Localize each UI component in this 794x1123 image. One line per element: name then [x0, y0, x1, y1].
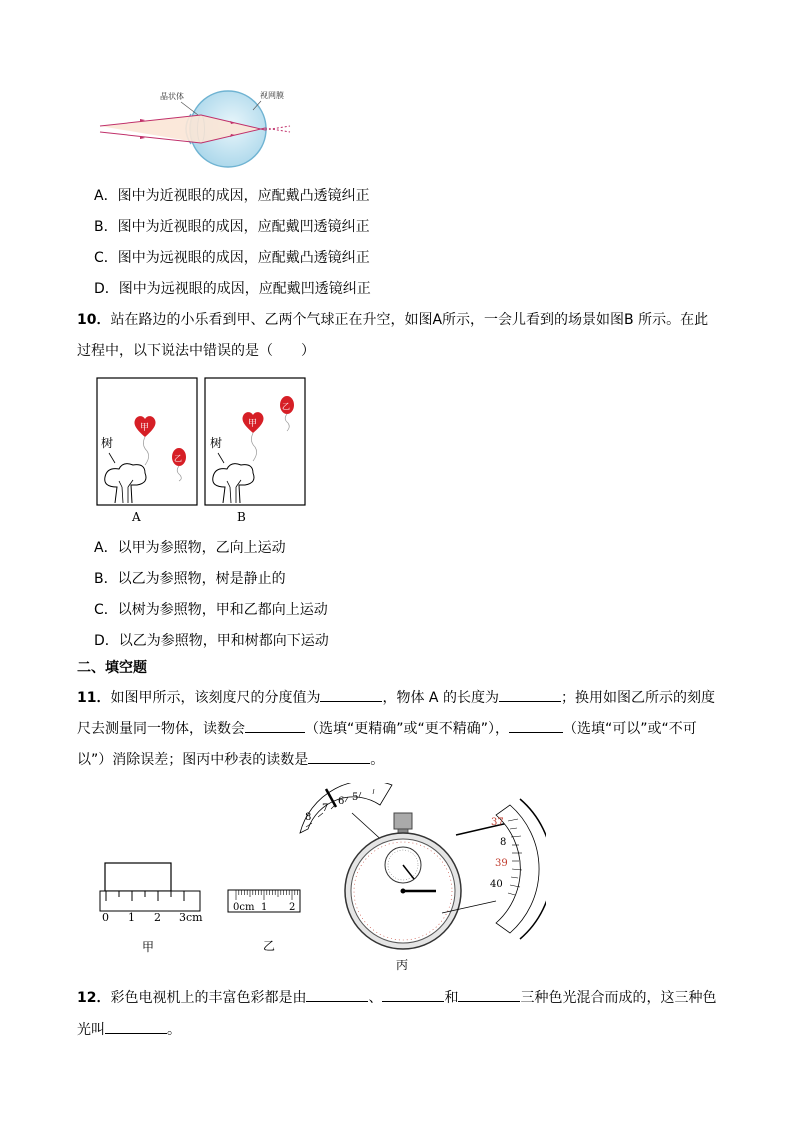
q11-text-2c: （选填“可以”或“不可 — [563, 721, 697, 737]
q11-blank-2[interactable] — [499, 686, 561, 702]
q12-line1 — [77, 986, 716, 1008]
tick-jia-0: 0 — [102, 911, 109, 924]
lens-label: 晶状体 — [160, 92, 184, 101]
q11-line2 — [77, 717, 697, 739]
section-title: 二、填空题 — [77, 660, 147, 676]
tick-jia-2: 2 — [154, 911, 161, 924]
q11-text-1b: ，物体 A 的长度为 — [382, 690, 499, 706]
q11-text-2b: （选填“更精确”或“更不精确”）， — [305, 721, 510, 737]
caption-yi: 乙 — [263, 939, 276, 953]
tick-jia-3: 3cm — [179, 911, 203, 924]
minute-scale-zoom — [300, 783, 392, 833]
q11-blank-4[interactable] — [509, 717, 563, 733]
q10-stem-line1 — [77, 310, 708, 330]
balloon-yi-label-a: 乙 — [174, 454, 182, 463]
q11-blank-5[interactable] — [308, 748, 370, 764]
q9-option-d: D．图中为远视眼的成因，应配戴凹透镜纠正 — [94, 281, 371, 297]
tree-label-b: 树 — [210, 436, 223, 450]
q10-option-d: D．以乙为参照物，甲和树都向下运动 — [94, 633, 329, 649]
q11-text-1c: ；换用如图乙所示的刻度 — [560, 690, 715, 706]
caption-a: A — [132, 510, 141, 524]
ruler-body-jia — [100, 891, 200, 911]
q12-text-1b: 三种色光混合而成的，这三种色 — [520, 990, 717, 1006]
q11-text-2a: 尺去测量同一物体，读数会 — [77, 721, 245, 737]
stopwatch-figure — [296, 783, 546, 973]
q12-text-2b: 。 — [167, 1022, 181, 1038]
balloon-jia-label-a: 甲 — [140, 423, 150, 433]
q12-blank-3[interactable] — [458, 986, 520, 1002]
eye-diagram — [95, 84, 305, 169]
q11-number: 11． — [77, 690, 111, 706]
q12-blank-1[interactable] — [306, 986, 368, 1002]
q11-text-1a: 如图甲所示，该刻度尺的分度值为 — [110, 690, 321, 706]
q12-text-2a: 光叫 — [77, 1022, 105, 1038]
balloon-yi-label-b: 乙 — [282, 402, 290, 411]
minute-tick-6: 6 — [338, 796, 345, 807]
q12-text-1a: 彩色电视机上的丰富色彩都是由 — [110, 990, 307, 1006]
second-tick-8: 8 — [500, 837, 507, 848]
q12-blank-2[interactable] — [382, 986, 444, 1002]
q12-sep-2: 和 — [444, 990, 459, 1006]
tick-jia-1: 1 — [128, 911, 135, 924]
q11-text-3a: 以”）消除误差；图丙中秒表的读数是 — [77, 752, 309, 768]
caption-b: B — [237, 510, 246, 524]
q9-option-a: A．图中为近视眼的成因，应配戴凸透镜纠正 — [94, 188, 370, 204]
balloon-jia-label-b: 甲 — [248, 419, 258, 429]
second-tick-40: 40 — [490, 879, 503, 890]
minute-tick-7: 7 — [322, 803, 329, 814]
second-tick-39: 39 — [495, 858, 508, 869]
q11-line3 — [77, 748, 384, 770]
q10-stem-line2: 过程中，以下说法中错误的是（ ） — [77, 343, 315, 359]
q10-option-a: A．以甲为参照物，乙向上运动 — [94, 540, 286, 556]
q12-line2 — [77, 1018, 181, 1040]
q12-sep-1: 、 — [368, 990, 383, 1006]
second-tick-37: 37 — [491, 817, 504, 828]
q11-text-3b: 。 — [370, 752, 385, 768]
minute-tick-8: 8 — [305, 812, 312, 823]
object-a — [105, 863, 171, 891]
tick-yi-2: 2 — [289, 902, 296, 913]
caption-bing: 丙 — [396, 958, 409, 972]
ruler-jia — [92, 855, 212, 955]
q12-number: 12． — [77, 990, 111, 1006]
tick-yi-0: 0cm — [233, 902, 255, 913]
watch-crown — [394, 813, 412, 829]
retina-label: 视网膜 — [260, 91, 284, 100]
q10-option-c: C．以树为参照物，甲和乙都向上运动 — [94, 602, 328, 618]
q12-blank-4[interactable] — [105, 1018, 167, 1034]
minute-tick-5: 5 — [352, 792, 359, 803]
balloon-figure — [95, 375, 310, 527]
caption-jia: 甲 — [142, 940, 155, 954]
q11-blank-1[interactable] — [320, 686, 382, 702]
q10-option-b: B．以乙为参照物，树是静止的 — [94, 571, 286, 587]
q11-blank-3[interactable] — [245, 717, 305, 733]
q10-text-1: 站在路边的小乐看到甲、乙两个气球正在升空，如图A所示，一会儿看到的场景如图B 所示。在此 — [110, 312, 709, 328]
q9-option-c: C．图中为远视眼的成因，应配戴凸透镜纠正 — [94, 250, 370, 266]
q11-line1 — [77, 686, 715, 708]
q10-number: 10． — [77, 312, 111, 328]
q9-option-b: B．图中为近视眼的成因，应配戴凹透镜纠正 — [94, 219, 370, 235]
tree-label-a: 树 — [101, 436, 114, 450]
tick-yi-1: 1 — [261, 902, 268, 913]
